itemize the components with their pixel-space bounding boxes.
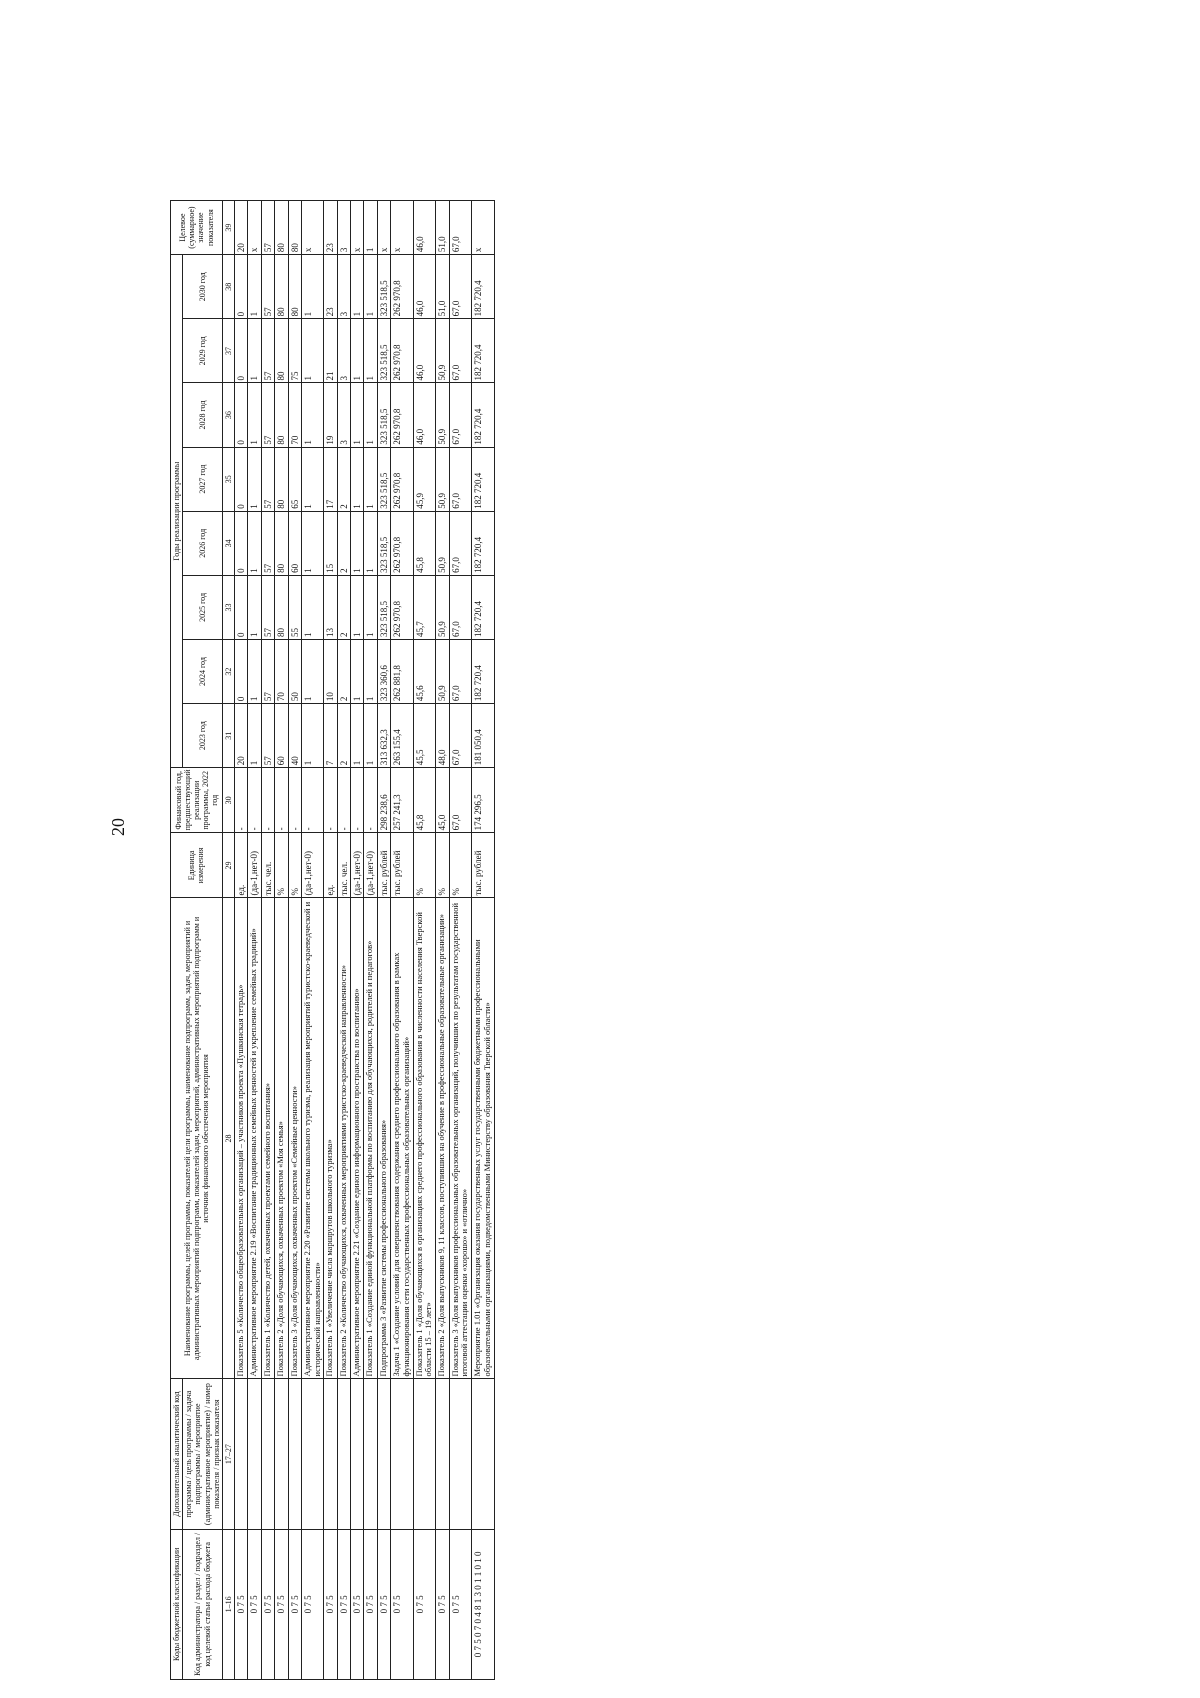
header-year-2023: 2023 год [183, 704, 223, 768]
header-extra-columns: программа / цель программы / задача подпрограммы / мероприятие (административное мероприятие) / номер показателя / признак показателя [183, 1379, 223, 1529]
row-extra-code [337, 1379, 350, 1529]
row-name: Подпрограмма 3 «Развитие системы профессионального образования» [377, 898, 390, 1379]
table-body [235, 201, 494, 1680]
row-target: 67,0 [449, 201, 472, 255]
col-number-38: 38 [222, 255, 234, 319]
table-row [261, 201, 274, 1680]
row-year-value: 1 [364, 383, 377, 447]
row-target: 3 [337, 201, 350, 255]
row-year-value: 50,9 [436, 319, 449, 383]
row-year-value: 1 [351, 447, 364, 511]
table-row [472, 201, 495, 1680]
row-base: - [275, 768, 288, 833]
row-name: Административное мероприятие 2.21 «Создание единого информационного пространства по воспитанию» [351, 898, 364, 1379]
row-year-value: 182 720,4 [472, 255, 495, 319]
row-codes: 0 7 5 [413, 1529, 436, 1679]
row-base: 67,0 [449, 768, 472, 833]
row-name: Показатель 2 «Доля выпускников 9, 11 классов, поступивших на обучение в профессиональные образовательные организации» [436, 898, 449, 1379]
header-year-2026: 2026 год [183, 511, 223, 575]
row-year-value: 67,0 [449, 704, 472, 768]
row-codes: 0 7 5 [391, 1529, 414, 1679]
row-year-value: 80 [288, 255, 301, 319]
row-unit: % [413, 833, 436, 898]
table-row [288, 201, 301, 1680]
col-numbers-1-16: 1–16 [222, 1529, 234, 1679]
header-budget-codes: Коды бюджетной классификации [171, 1529, 183, 1679]
row-year-value: 17 [324, 447, 337, 511]
row-name: Показатель 1 «Создание единой функциональной платформы по воспитанию для обучающихся, родителей и педагогов» [364, 898, 377, 1379]
header-year-2030: 2030 год [183, 255, 223, 319]
row-year-value: 1 [301, 383, 324, 447]
row-year-value: 1 [351, 511, 364, 575]
row-base: - [288, 768, 301, 833]
row-base: - [261, 768, 274, 833]
row-year-value: 262 970,8 [391, 383, 414, 447]
row-year-value: 48,0 [436, 704, 449, 768]
header-years-group: Годы реализации программы [171, 255, 183, 768]
row-year-value: 67,0 [449, 640, 472, 704]
row-year-value: 1 [364, 447, 377, 511]
table-row [337, 201, 350, 1680]
row-year-value: 182 720,4 [472, 511, 495, 575]
row-name: Задача 1 «Создание условий для совершенствования содержания среднего профессионального образования в рамках функционирования сети государственных профессиональных образовательных организаций» [391, 898, 414, 1379]
row-year-value: 0 [235, 255, 248, 319]
row-year-value: 46,0 [413, 319, 436, 383]
row-name: Показатель 1 «Доля обучающихся в организациях среднего профессионального образования в численности населения Тверской области 15 – 19 лет» [413, 898, 436, 1379]
row-codes: 0 7 5 [449, 1529, 472, 1679]
row-extra-code [413, 1379, 436, 1529]
col-number-36: 36 [222, 383, 234, 447]
row-year-value: 13 [324, 575, 337, 639]
row-year-value: 80 [275, 511, 288, 575]
row-base: - [337, 768, 350, 833]
row-unit: % [449, 833, 472, 898]
row-unit: тыс. чел. [261, 833, 274, 898]
row-base: - [364, 768, 377, 833]
row-year-value: 60 [275, 704, 288, 768]
col-number-28: 28 [222, 898, 234, 1379]
row-unit: тыс. чел. [337, 833, 350, 898]
row-year-value: 0 [235, 640, 248, 704]
row-extra-code [391, 1379, 414, 1529]
row-year-value: 323 360,6 [377, 640, 390, 704]
col-number-33: 33 [222, 575, 234, 639]
row-year-value: 1 [364, 319, 377, 383]
row-extra-code [248, 1379, 261, 1529]
row-target: x [391, 201, 414, 255]
row-year-value: 2 [337, 447, 350, 511]
row-year-value: 262 970,8 [391, 255, 414, 319]
row-extra-code [351, 1379, 364, 1529]
col-number-29: 29 [222, 833, 234, 898]
row-year-value: 1 [301, 575, 324, 639]
row-year-value: 67,0 [449, 383, 472, 447]
row-extra-code [472, 1379, 495, 1529]
row-unit: % [436, 833, 449, 898]
row-year-value: 3 [337, 383, 350, 447]
row-year-value: 45,6 [413, 640, 436, 704]
table-row [449, 201, 472, 1680]
row-codes: 0 7 5 0 7 0 4 8 1 3 0 1 1 0 1 0 [472, 1529, 495, 1679]
row-target: 80 [275, 201, 288, 255]
row-year-value: 1 [351, 575, 364, 639]
row-unit: (да-1,нет-0) [364, 833, 377, 898]
row-year-value: 0 [235, 383, 248, 447]
row-year-value: 80 [275, 575, 288, 639]
row-year-value: 50,9 [436, 575, 449, 639]
col-number-35: 35 [222, 447, 234, 511]
row-year-value: 50 [288, 640, 301, 704]
row-base: - [301, 768, 324, 833]
row-year-value: 80 [275, 447, 288, 511]
row-year-value: 57 [261, 704, 274, 768]
row-year-value: 262 970,8 [391, 447, 414, 511]
row-year-value: 182 720,4 [472, 319, 495, 383]
row-unit: (да-1,нет-0) [301, 833, 324, 898]
row-year-value: 70 [275, 640, 288, 704]
row-name: Показатель 1 «Количество детей, охваченных проектами семейного воспитания» [261, 898, 274, 1379]
row-base: 257 241,3 [391, 768, 414, 833]
table-row [391, 201, 414, 1680]
row-year-value: 45,5 [413, 704, 436, 768]
row-year-value: 262 970,8 [391, 319, 414, 383]
header-unit: Единица измерения [171, 833, 223, 898]
row-year-value: 50,9 [436, 383, 449, 447]
row-year-value: 51,0 [436, 255, 449, 319]
row-year-value: 0 [235, 447, 248, 511]
row-year-value: 262 881,8 [391, 640, 414, 704]
col-number-34: 34 [222, 511, 234, 575]
row-year-value: 67,0 [449, 511, 472, 575]
row-codes: 0 7 5 [364, 1529, 377, 1679]
table-row [377, 201, 390, 1680]
row-year-value: 1 [248, 319, 261, 383]
header-year-2029: 2029 год [183, 319, 223, 383]
row-year-value: 23 [324, 255, 337, 319]
row-codes: 0 7 5 [351, 1529, 364, 1679]
row-year-value: 1 [248, 704, 261, 768]
row-year-value: 262 970,8 [391, 511, 414, 575]
row-year-value: 1 [364, 511, 377, 575]
row-codes: 0 7 5 [288, 1529, 301, 1679]
row-base: 174 296,5 [472, 768, 495, 833]
row-year-value: 1 [301, 319, 324, 383]
row-year-value: 263 155,4 [391, 704, 414, 768]
row-year-value: 1 [248, 447, 261, 511]
row-unit: (да-1,нет-0) [351, 833, 364, 898]
row-extra-code [288, 1379, 301, 1529]
row-target: x [248, 201, 261, 255]
row-unit: % [288, 833, 301, 898]
row-target: 1 [364, 201, 377, 255]
row-year-value: 1 [351, 640, 364, 704]
table-row [351, 201, 364, 1680]
row-year-value: 1 [248, 575, 261, 639]
row-year-value: 75 [288, 319, 301, 383]
row-name: Административное мероприятие 2.19 «Воспитание традиционных семейных ценностей и укрепление семейных традиций» [248, 898, 261, 1379]
row-year-value: 50,9 [436, 447, 449, 511]
table-row [413, 201, 436, 1680]
row-extra-code [324, 1379, 337, 1529]
row-year-value: 323 518,5 [377, 383, 390, 447]
header-year-2027: 2027 год [183, 447, 223, 511]
row-target: 80 [288, 201, 301, 255]
row-year-value: 181 050,4 [472, 704, 495, 768]
col-number-39: 39 [222, 201, 234, 255]
row-name: Показатель 2 «Доля обучающихся, охваченных проектом «Моя семья» [275, 898, 288, 1379]
col-number-32: 32 [222, 640, 234, 704]
row-codes: 0 7 5 [261, 1529, 274, 1679]
row-codes: 0 7 5 [248, 1529, 261, 1679]
header-year-2025: 2025 год [183, 575, 223, 639]
row-unit: ед. [324, 833, 337, 898]
header-admin-code: Код администратора / раздел / подраздел / код целевой статьи расхода бюджета [183, 1529, 223, 1679]
row-codes: 0 7 5 [337, 1529, 350, 1679]
row-year-value: 182 720,4 [472, 640, 495, 704]
row-year-value: 67,0 [449, 575, 472, 639]
row-year-value: 15 [324, 511, 337, 575]
row-year-value: 57 [261, 575, 274, 639]
row-extra-code [261, 1379, 274, 1529]
row-codes: 0 7 5 [436, 1529, 449, 1679]
row-year-value: 10 [324, 640, 337, 704]
row-target: 51,0 [436, 201, 449, 255]
row-name: Показатель 3 «Доля выпускников профессиональных образовательных организаций, получивших по результатам государственной итоговой аттестации оценки «хорошо» и «отлично» [449, 898, 472, 1379]
row-year-value: 323 518,5 [377, 511, 390, 575]
row-year-value: 1 [301, 640, 324, 704]
row-year-value: 182 720,4 [472, 383, 495, 447]
table-row [235, 201, 248, 1680]
row-year-value: 1 [364, 255, 377, 319]
program-table-frame [170, 20, 1190, 1680]
row-year-value: 20 [235, 704, 248, 768]
row-extra-code [436, 1379, 449, 1529]
row-year-value: 19 [324, 383, 337, 447]
row-year-value: 57 [261, 640, 274, 704]
row-year-value: 323 518,5 [377, 255, 390, 319]
row-target: x [377, 201, 390, 255]
row-year-value: 60 [288, 511, 301, 575]
row-year-value: 67,0 [449, 447, 472, 511]
header-name: Наименование программы, целей программы, показателей цели программы, наименование подпрограмм, задач, мероприятий и административных мероприятий подпрограмм, показателей задач, мероприятий, административных мероприятий подпрограмм и источник финансового обеспечения мероприятия [171, 898, 223, 1379]
header-target: Целевое (суммарное) значение показателя [171, 201, 223, 255]
col-number-37: 37 [222, 319, 234, 383]
row-extra-code [449, 1379, 472, 1529]
row-year-value: 45,8 [413, 511, 436, 575]
row-year-value: 1 [351, 704, 364, 768]
row-target: x [351, 201, 364, 255]
row-base: 45,8 [413, 768, 436, 833]
row-year-value: 45,9 [413, 447, 436, 511]
table-row [275, 201, 288, 1680]
row-year-value: 65 [288, 447, 301, 511]
row-year-value: 3 [337, 255, 350, 319]
row-extra-code [301, 1379, 324, 1529]
row-year-value: 46,0 [413, 383, 436, 447]
program-table [170, 200, 495, 1680]
row-base: 45,0 [436, 768, 449, 833]
table-row [301, 201, 324, 1680]
row-year-value: 50,9 [436, 640, 449, 704]
col-number-30: 30 [222, 768, 234, 833]
row-year-value: 0 [235, 511, 248, 575]
row-year-value: 1 [351, 383, 364, 447]
row-year-value: 313 632,3 [377, 704, 390, 768]
row-year-value: 262 970,8 [391, 575, 414, 639]
row-year-value: 57 [261, 255, 274, 319]
row-year-value: 7 [324, 704, 337, 768]
row-year-value: 57 [261, 511, 274, 575]
row-unit: ед. [235, 833, 248, 898]
header-year-2024: 2024 год [183, 640, 223, 704]
row-year-value: 80 [275, 319, 288, 383]
col-numbers-17-27: 17–27 [222, 1379, 234, 1529]
row-year-value: 1 [364, 575, 377, 639]
row-codes: 0 7 5 [275, 1529, 288, 1679]
header-extra-code: Дополнительный аналитический код [171, 1379, 183, 1529]
row-target: 57 [261, 201, 274, 255]
row-name: Показатель 2 «Количество обучающихся, охваченных мероприятиями туристско-краеведческой направленности» [337, 898, 350, 1379]
row-year-value: 323 518,5 [377, 575, 390, 639]
table-row [364, 201, 377, 1680]
row-base: - [235, 768, 248, 833]
row-year-value: 67,0 [449, 255, 472, 319]
row-base: - [324, 768, 337, 833]
row-target: x [301, 201, 324, 255]
row-year-value: 1 [351, 319, 364, 383]
row-codes: 0 7 5 [301, 1529, 324, 1679]
row-unit: % [275, 833, 288, 898]
row-codes: 0 7 5 [235, 1529, 248, 1679]
header-year-2028: 2028 год [183, 383, 223, 447]
table-row [248, 201, 261, 1680]
row-year-value: 21 [324, 319, 337, 383]
row-year-value: 323 518,5 [377, 319, 390, 383]
row-unit: (да-1,нет-0) [248, 833, 261, 898]
row-base: 298 238,6 [377, 768, 390, 833]
row-year-value: 57 [261, 447, 274, 511]
row-year-value: 70 [288, 383, 301, 447]
row-year-value: 2 [337, 511, 350, 575]
row-target: 46,0 [413, 201, 436, 255]
row-year-value: 57 [261, 383, 274, 447]
page-number: 20 [108, 818, 128, 836]
row-year-value: 1 [301, 255, 324, 319]
row-codes: 0 7 5 [324, 1529, 337, 1679]
row-year-value: 182 720,4 [472, 447, 495, 511]
row-year-value: 80 [275, 383, 288, 447]
row-extra-code [377, 1379, 390, 1529]
col-number-31: 31 [222, 704, 234, 768]
table-row [324, 201, 337, 1680]
row-year-value: 1 [301, 511, 324, 575]
row-unit: тыс. рублей [391, 833, 414, 898]
row-year-value: 0 [235, 319, 248, 383]
row-unit: тыс. рублей [472, 833, 495, 898]
row-year-value: 1 [364, 704, 377, 768]
row-year-value: 45,7 [413, 575, 436, 639]
row-target: 23 [324, 201, 337, 255]
row-base: - [248, 768, 261, 833]
row-extra-code [364, 1379, 377, 1529]
row-codes: 0 7 5 [377, 1529, 390, 1679]
row-year-value: 40 [288, 704, 301, 768]
row-year-value: 55 [288, 575, 301, 639]
row-name: Показатель 3 «Доля обучающихся, охваченных проектом «Семейные ценности» [288, 898, 301, 1379]
row-year-value: 2 [337, 575, 350, 639]
row-extra-code [275, 1379, 288, 1529]
row-name: Административное мероприятие 2.20 «Развитие системы школьного туризма, реализация мероприятий туристско-краеведческой и исторической направленности» [301, 898, 324, 1379]
row-name: Показатель 1 «Увеличение числа маршрутов школьного туризма» [324, 898, 337, 1379]
header-base-year: Финансовый год, предшествующий реализации программы, 2022 год [171, 768, 223, 833]
row-target: 20 [235, 201, 248, 255]
row-extra-code [235, 1379, 248, 1529]
row-year-value: 0 [235, 575, 248, 639]
row-unit: тыс. рублей [377, 833, 390, 898]
row-year-value: 1 [351, 255, 364, 319]
row-year-value: 1 [248, 640, 261, 704]
row-year-value: 3 [337, 319, 350, 383]
row-base: - [351, 768, 364, 833]
row-year-value: 182 720,4 [472, 575, 495, 639]
row-year-value: 80 [275, 255, 288, 319]
row-year-value: 1 [301, 704, 324, 768]
row-year-value: 57 [261, 319, 274, 383]
table-row [436, 201, 449, 1680]
row-year-value: 323 518,5 [377, 447, 390, 511]
row-year-value: 46,0 [413, 255, 436, 319]
row-year-value: 1 [248, 383, 261, 447]
row-year-value: 50,9 [436, 511, 449, 575]
row-name: Мероприятие 1.01 «Организация оказания государственных услуг государственными бюджетными профессиональными образовательными организациями, подведомственными Министерству образования Тверской области» [472, 898, 495, 1379]
row-year-value: 1 [248, 511, 261, 575]
row-year-value: 2 [337, 640, 350, 704]
row-year-value: 2 [337, 704, 350, 768]
row-year-value: 1 [301, 447, 324, 511]
row-target: x [472, 201, 495, 255]
row-year-value: 1 [364, 640, 377, 704]
row-year-value: 67,0 [449, 319, 472, 383]
row-name: Показатель 5 «Количество общеобразовательных организаций – участников проекта «Пушкинская тетрадь» [235, 898, 248, 1379]
row-year-value: 1 [248, 255, 261, 319]
